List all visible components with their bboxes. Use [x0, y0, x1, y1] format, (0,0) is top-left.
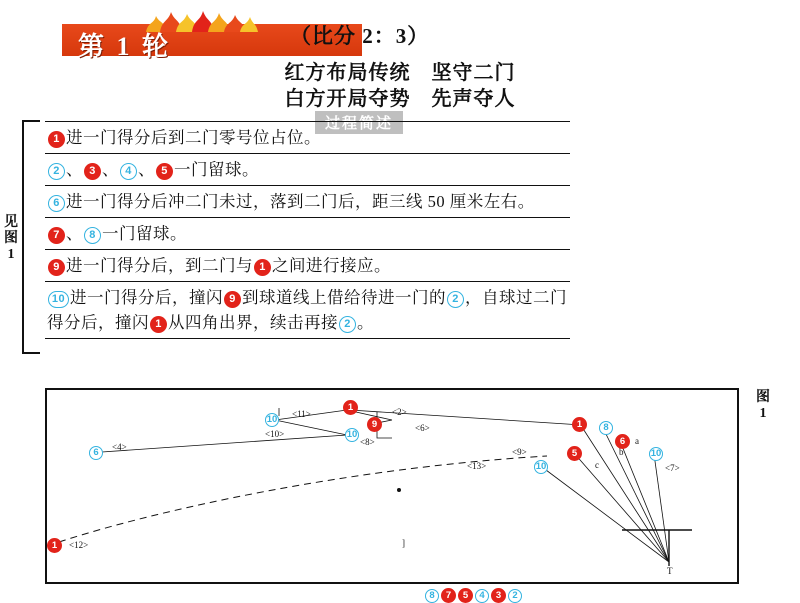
headline-line-2: 白方开局夺势 先声夺人: [284, 88, 516, 110]
ball-token-8: 8: [84, 227, 101, 244]
process-description-list: [45, 121, 570, 339]
tag-10: <10>: [265, 429, 285, 439]
legend-ball-3: 3: [491, 588, 506, 603]
ball-1-bottom: 1: [47, 538, 62, 553]
tag-2: <2>: [392, 407, 407, 417]
tag-13: <13>: [467, 461, 487, 471]
process-row: [45, 218, 570, 250]
row-text: 。: [357, 313, 374, 332]
process-row: [45, 154, 570, 186]
tag-bracket-mid: ]: [402, 538, 405, 548]
court-diagram: [45, 388, 739, 584]
ball-token-3: 3: [84, 163, 101, 180]
ball-1-top: 1: [343, 400, 358, 415]
row-text: 一门留球。: [174, 160, 259, 179]
ball-9: 9: [367, 417, 382, 432]
round-title: 第 1 轮: [78, 32, 172, 61]
ball-token-10: 10: [48, 291, 69, 308]
tag-c: c: [595, 460, 599, 470]
ball-8: 8: [599, 421, 613, 435]
ball-token-1: 1: [150, 316, 167, 333]
tag-4: <4>: [112, 442, 127, 452]
ball-token-2: 2: [339, 316, 356, 333]
row-text: 到球道线上借给待进一门的: [242, 288, 446, 307]
ball-6-left: 6: [89, 446, 103, 460]
row-text: 、: [138, 160, 155, 179]
ball-token-9: 9: [48, 259, 65, 276]
diagram-lines: [47, 390, 733, 578]
row-text: 之间进行接应。: [272, 256, 391, 275]
score-label: （比分 2：3）: [290, 24, 430, 48]
row-text: 、: [66, 160, 83, 179]
row-text: 、: [102, 160, 119, 179]
tag-goal-t: T: [667, 566, 673, 576]
process-row: [45, 250, 570, 282]
ball-token-2: 2: [447, 291, 464, 308]
left-bracket: [22, 120, 40, 354]
figure-label: 图 1: [756, 390, 770, 421]
tag-a: a: [635, 436, 639, 446]
tag-11: <11>: [292, 409, 311, 419]
legend-ball-7: 7: [441, 588, 456, 603]
tag-7: <7>: [665, 463, 680, 473]
see-figure-caption: 见 图 1: [4, 215, 18, 262]
row-text: 从四角出界，续击再接: [168, 313, 338, 332]
headline-line-1: 红方布局传统 坚守二门: [284, 62, 516, 84]
legend-ball-8: 8: [425, 589, 439, 603]
ball-token-1: 1: [254, 259, 271, 276]
row-text: 进一门得分后到二门零号位占位。: [66, 128, 321, 147]
ball-token-4: 4: [120, 163, 137, 180]
ball-token-1: 1: [48, 131, 65, 148]
tag-8: <8>: [360, 437, 375, 447]
row-text: ，自球过二门得分后，撞闪: [47, 288, 567, 332]
center-dot: [397, 488, 401, 492]
legend-ball-4: 4: [475, 589, 489, 603]
ball-10-a: 10: [266, 414, 278, 425]
ball-token-7: 7: [48, 227, 65, 244]
ball-token-6: 6: [48, 195, 65, 212]
legend-ball-5: 5: [458, 588, 473, 603]
tag-12: <12>: [69, 540, 89, 550]
ball-legend: [425, 585, 524, 603]
process-row: [45, 186, 570, 218]
process-row: [45, 122, 570, 154]
ball-token-9: 9: [224, 291, 241, 308]
tag-b: b: [619, 447, 624, 457]
ball-10-b: 10: [346, 429, 358, 440]
row-text: 进一门得分后，到二门与: [66, 256, 253, 275]
ball-5: 5: [567, 446, 582, 461]
row-text: 一门留球。: [102, 224, 187, 243]
ball-6: 6: [615, 434, 630, 449]
row-text: 进一门得分后，撞闪: [70, 288, 223, 307]
ball-1-right: 1: [572, 417, 587, 432]
tag-6: <6>: [415, 423, 430, 433]
legend-ball-2: 2: [508, 589, 522, 603]
section-label: 过程简述: [315, 111, 403, 134]
process-row: [45, 282, 570, 339]
tag-9: <9>: [512, 447, 527, 457]
ball-token-5: 5: [156, 163, 173, 180]
ball-token-2: 2: [48, 163, 65, 180]
headline: [0, 60, 800, 112]
row-text: 进一门得分后冲二门未过，落到二门后，距三线 50 厘米左右。: [66, 192, 535, 211]
row-text: 、: [66, 224, 83, 243]
ball-10-c: 10: [650, 448, 662, 459]
ball-10-d: 10: [535, 461, 547, 472]
